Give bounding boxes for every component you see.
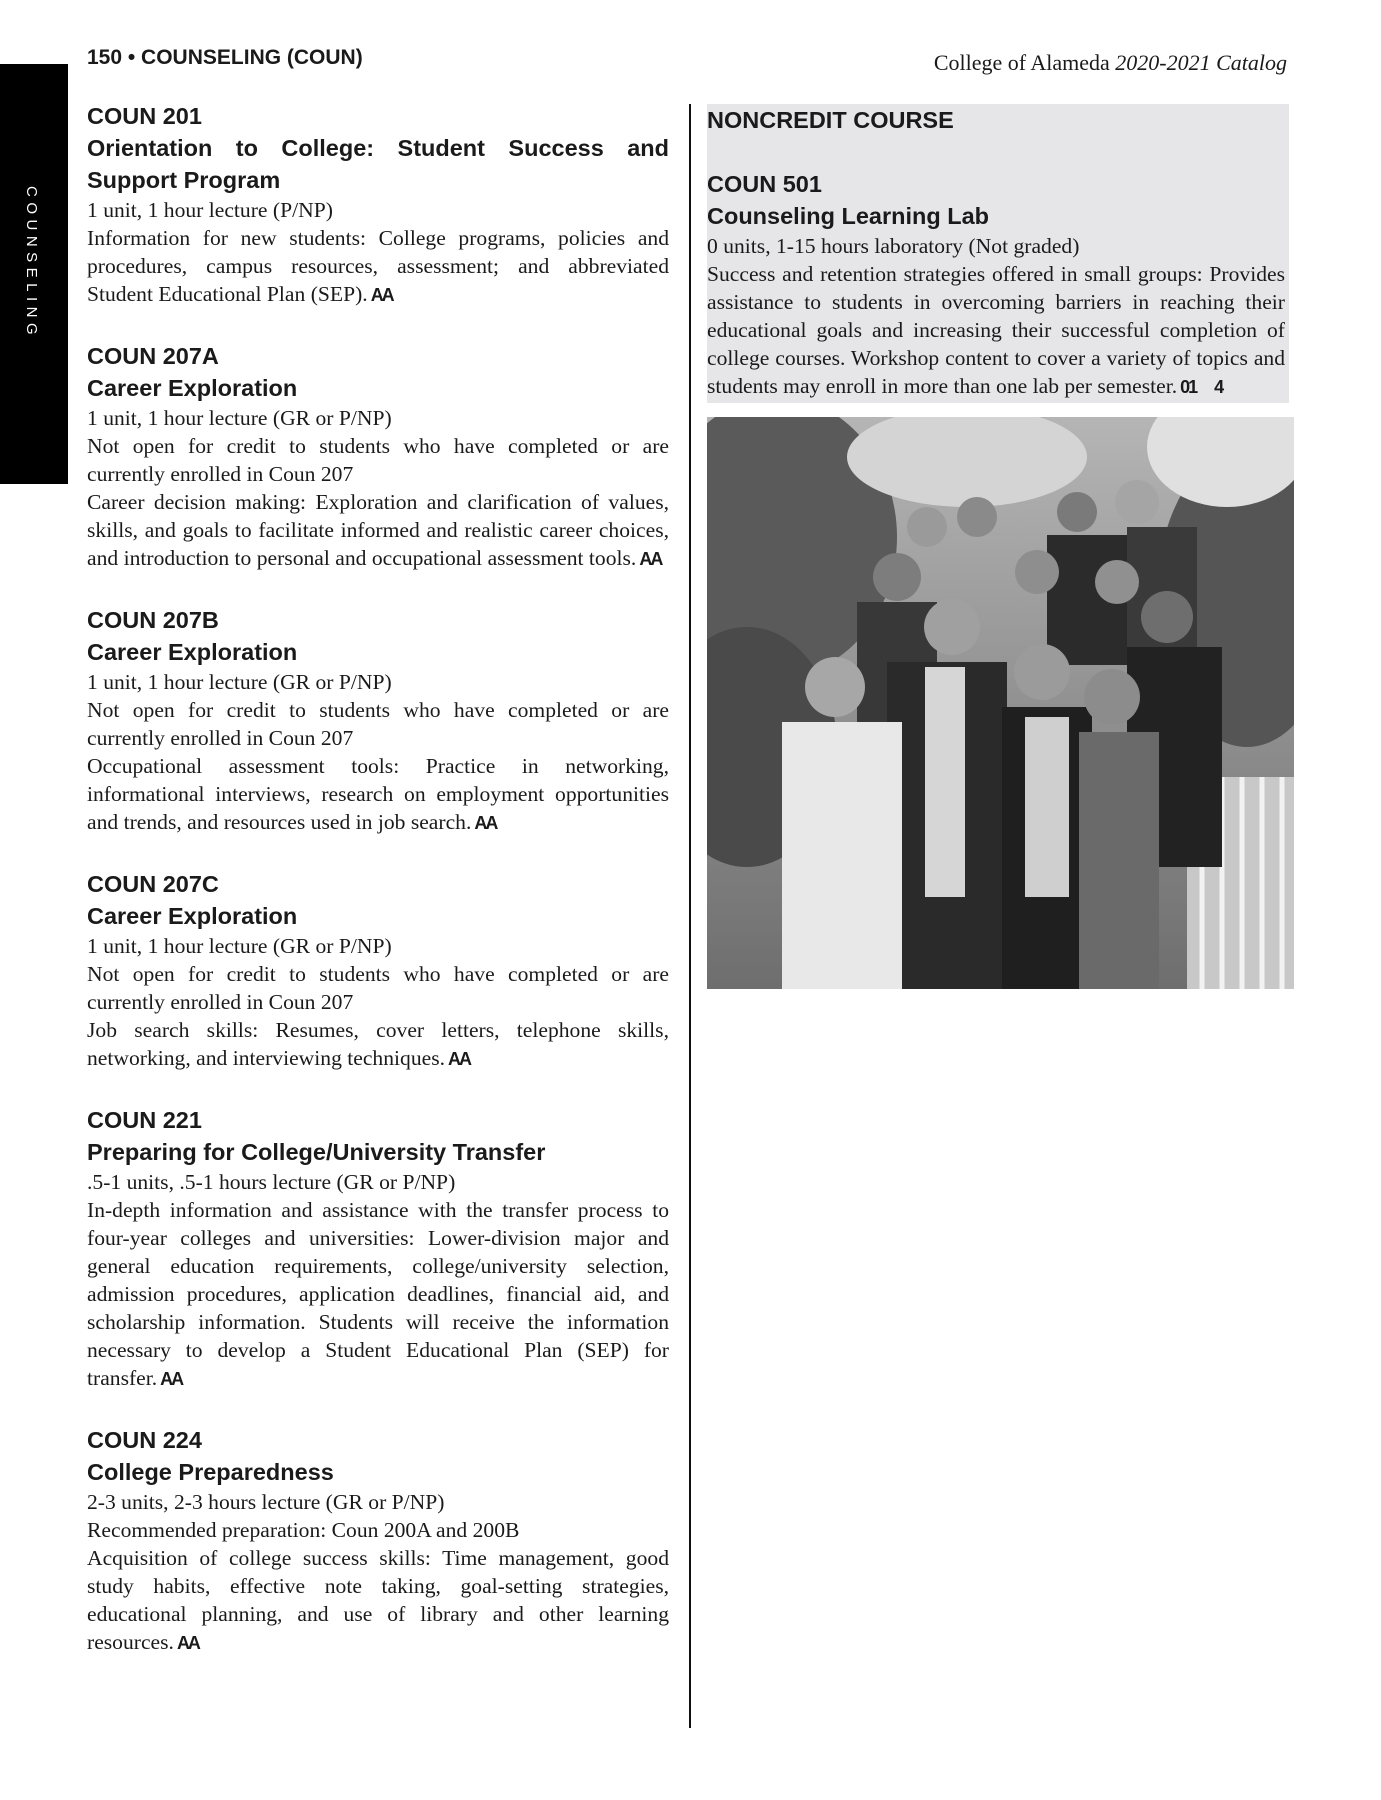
course-units: 2-3 units, 2-3 hours lecture (GR or P/NP): [87, 1490, 445, 1514]
noncredit-heading: NONCREDIT COURSE: [707, 107, 954, 133]
section-side-tab: [0, 64, 68, 484]
group-photo-illustration: [707, 417, 1294, 989]
course-entry: [87, 100, 669, 309]
course-note: Not open for credit to students who have completed or are currently enrolled in Coun 207: [87, 434, 669, 486]
left-column: [87, 100, 669, 1688]
right-column: [707, 104, 1289, 989]
page-header-left: 150 • COUNSELING (COUN): [87, 46, 363, 69]
course-description: Information for new students: College programs, policies and procedures, campus resources, assessment; and abbreviated Student Educational Plan (SEP). AA: [87, 226, 669, 306]
course-units: .5-1 units, .5-1 hours lecture (GR or P/NP): [87, 1170, 456, 1194]
course-codes: AA: [176, 1633, 199, 1653]
course-description: Success and retention strategies offered in small groups: Provides assistance to students in overcoming barriers in reaching their educational goals and increasing their successful completion of college courses. Workshop content to cover a variety of topics and students may enroll in more than one lab per semester. 01 4: [707, 262, 1285, 398]
noncredit-box: [707, 104, 1289, 403]
course-code: COUN 201: [87, 103, 202, 129]
course-codes: AA: [448, 1049, 471, 1069]
course-note: Recommended preparation: Coun 200A and 200B: [87, 1518, 520, 1542]
course-entry: [87, 1104, 669, 1393]
course-title: Career Exploration: [87, 639, 298, 665]
course-codes: AA: [160, 1369, 183, 1389]
course-title: Preparing for College/University Transfer: [87, 1139, 546, 1165]
course-title: Career Exploration: [87, 375, 298, 401]
course-codes: AA: [370, 285, 393, 305]
course-description: Occupational assessment tools: Practice in networking, informational interviews, research on employment opportunities and trends, and resources used in job search. AA: [87, 754, 669, 834]
course-title: Career Exploration: [87, 903, 298, 929]
course-codes: AA: [474, 813, 497, 833]
course-entry: [87, 604, 669, 837]
column-divider: [689, 104, 691, 1728]
course-entry: [87, 1424, 669, 1657]
college-name: College of Alameda: [933, 50, 1110, 75]
course-code: COUN 224: [87, 1427, 202, 1453]
course-codes: 01 4: [1180, 377, 1223, 397]
course-description: Job search skills: Resumes, cover letters, telephone skills, networking, and interviewing techniques. AA: [87, 1018, 669, 1070]
course-units: 0 units, 1-15 hours laboratory (Not graded): [707, 234, 1080, 258]
course-note: Not open for credit to students who have completed or are currently enrolled in Coun 207: [87, 698, 669, 750]
course-code: COUN 221: [87, 1107, 202, 1133]
course-units: 1 unit, 1 hour lecture (GR or P/NP): [87, 934, 392, 958]
course-units: 1 unit, 1 hour lecture (P/NP): [87, 198, 333, 222]
course-code: COUN 207A: [87, 343, 219, 369]
course-title: Orientation to College: Student Success and Support Program: [87, 135, 669, 193]
page-header-right: [934, 50, 1287, 76]
course-title: Counseling Learning Lab: [707, 203, 990, 229]
group-photo: [707, 417, 1294, 989]
course-entry: [87, 868, 669, 1073]
course-title: College Preparedness: [87, 1459, 334, 1485]
course-code: COUN 501: [707, 171, 822, 197]
course-description: Career decision making: Exploration and clarification of values, skills, and goals to facilitate informed and realistic career choices, and introduction to personal and occupational assessment tools. AA: [87, 490, 669, 570]
side-tab-label: COUNSELING: [23, 186, 40, 341]
course-description: In-depth information and assistance with the transfer process to four-year colleges and universities: Lower-division major and general education requirements, college/university selection, admission procedures, application deadlines, financial aid, and scholarship information. Students will receive the information necessary to develop a Student Educational Plan (SEP) for transfer. AA: [87, 1198, 669, 1390]
course-code: COUN 207B: [87, 607, 219, 633]
course-code: COUN 207C: [87, 871, 219, 897]
course-units: 1 unit, 1 hour lecture (GR or P/NP): [87, 670, 392, 694]
course-codes: AA: [639, 549, 662, 569]
course-entry: [87, 340, 669, 573]
course-description: Acquisition of college success skills: Time management, good study habits, effective note taking, goal-setting strategies, educational planning, and use of library and other learning resources. AA: [87, 1546, 669, 1654]
course-note: Not open for credit to students who have completed or are currently enrolled in Coun 207: [87, 962, 669, 1014]
catalog-year: 2020-2021 Catalog: [1115, 50, 1287, 75]
course-units: 1 unit, 1 hour lecture (GR or P/NP): [87, 406, 392, 430]
